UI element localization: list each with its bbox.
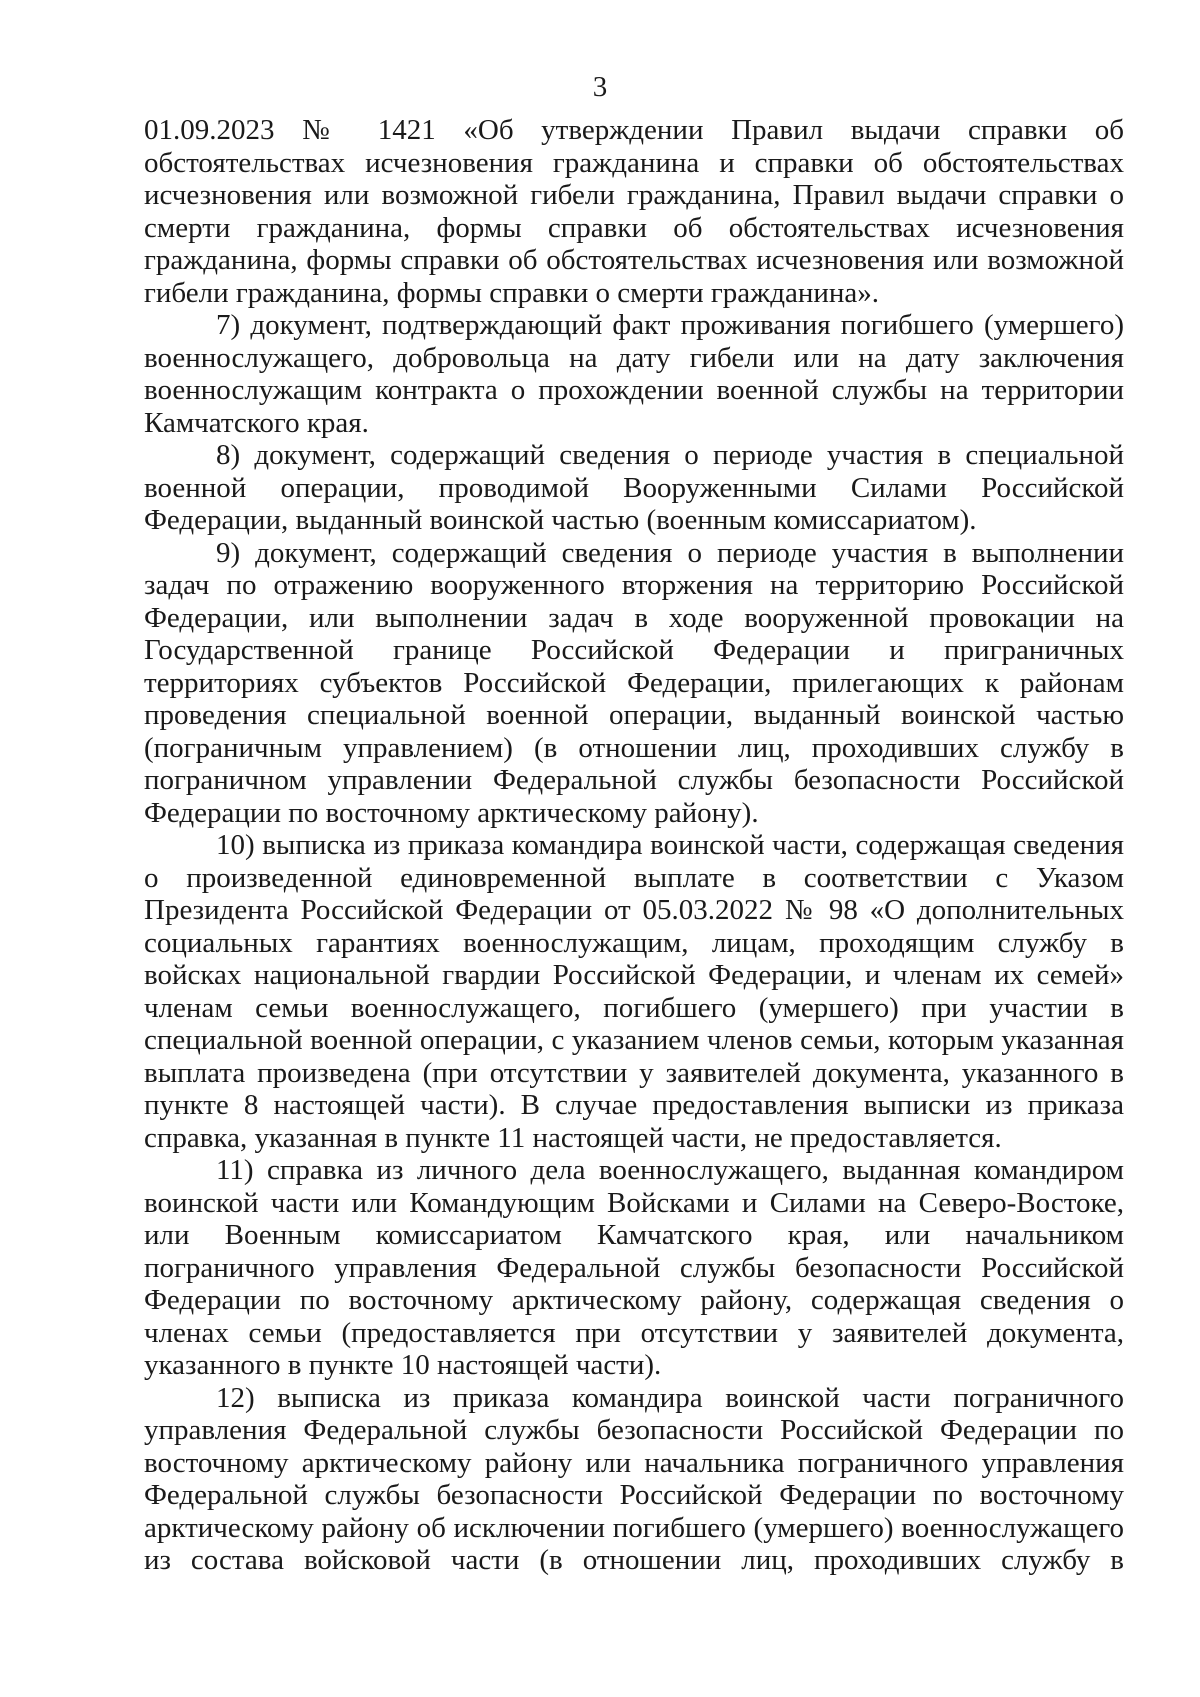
paragraph-item-10: 10) выписка из приказа командира воинской части, содержащая сведения о произведенной единовременной выплате в соответствии с Указом Президента Российской Федерации от 05.03.2022 № 98 «О дополнительных социальных гарантиях военнослужащим, лицам, проходящим службу в войсках национальной гвардии Российской Федерации, и членам их семей» членам семьи военнослужащего, погибшего (умершего) при участии в специальной военной операции, с указанием членов семьи, которым указанная выплата произведена (при отсутствии у заявителей документа, указанного в пункте 8 настоящей части). В случае предоставления выписки из приказа справка, указанная в пункте 11 настоящей части, не предоставляется.: [144, 829, 1124, 1154]
page-number: 3: [592, 71, 608, 103]
paragraph-item-11: 11) справка из личного дела военнослужащего, выданная командиром воинской части или Командующим Войсками и Силами на Северо-Востоке, или Военным комиссариатом Камчатского края, или начальником пограничного управления Федеральной службы безопасности Российской Федерации по восточному арктическому району, содержащая сведения о членах семьи (предоставляется при отсутствии у заявителей документа, указанного в пункте 10 настоящей части).: [144, 1154, 1124, 1381]
document-body: [144, 114, 1124, 1577]
paragraph-item-9: 9) документ, содержащий сведения о периоде участия в выполнении задач по отражению вооруженного вторжения на территорию Российской Федерации, или выполнении задач в ходе вооруженной провокации на Государственной границе Российской Федерации и приграничных территориях субъектов Российской Федерации, прилегающих к районам проведения специальной военной операции, выданный воинской частью (пограничным управлением) (в отношении лиц, проходивших службу в пограничном управлении Федеральной службы безопасности Российской Федерации по восточному арктическому району).: [144, 536, 1124, 829]
paragraph-continuation: 01.09.2023 № 1421 «Об утверждении Правил выдачи справки об обстоятельствах исчезновения гражданина и справки об обстоятельствах исчезновения или возможной гибели гражданина, Правил выдачи справки о смерти гражданина, формы справки об обстоятельствах исчезновения гражданина, формы справки об обстоятельствах исчезновения или возможной гибели гражданина, формы справки о смерти гражданина».: [144, 114, 1124, 309]
paragraph-item-12: 12) выписка из приказа командира воинской части пограничного управления Федеральной службы безопасности Российской Федерации по восточному арктическому району или начальника пограничного управления Федеральной службы безопасности Российской Федерации по восточному арктическому району об исключении погибшего (умершего) военнослужащего из состава войсковой части (в отношении лиц, проходивших службу в: [144, 1381, 1124, 1576]
paragraph-item-7: 7) документ, подтверждающий факт проживания погибшего (умершего) военнослужащего, добровольца на дату гибели или на дату заключения военнослужащим контракта о прохождении военной службы на территории Камчатского края.: [144, 309, 1124, 439]
paragraph-item-8: 8) документ, содержащий сведения о периоде участия в специальной военной операции, проводимой Вооруженными Силами Российской Федерации, выданный воинской частью (военным комиссариатом).: [144, 439, 1124, 536]
